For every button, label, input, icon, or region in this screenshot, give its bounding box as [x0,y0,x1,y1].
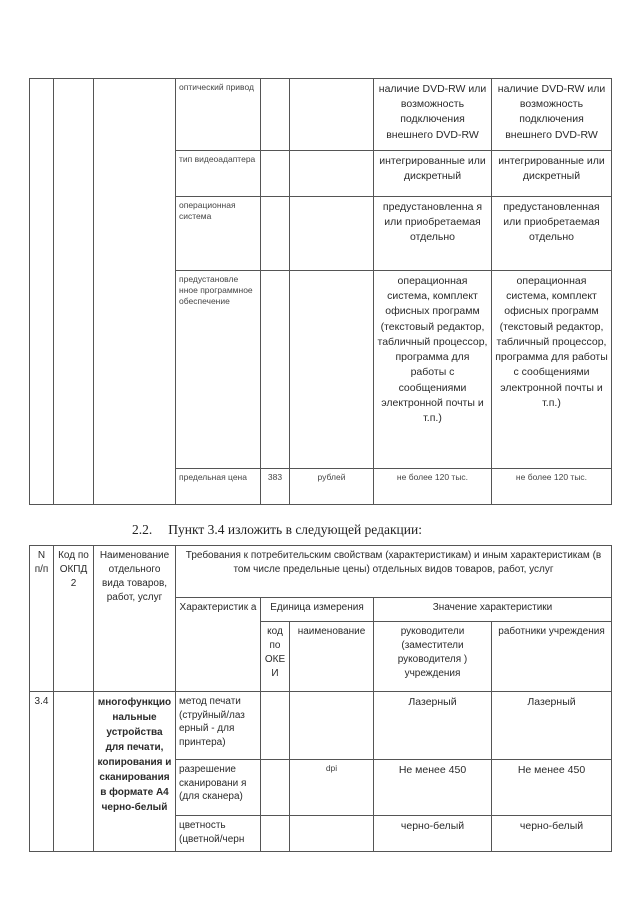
unit-group-header: Единица измерения [261,598,374,622]
okei-cell [261,760,290,816]
unit-cell [290,692,374,760]
unit-cell [290,816,374,852]
okei-cell [261,816,290,852]
managers-value: не более 120 тыс. [374,469,492,505]
unit-cell: dpi [290,760,374,816]
characteristic-cell: оптический привод [176,79,261,151]
unit-cell [290,197,374,271]
managers-value: наличие DVD-RW или возможность подключения внешнего DVD-RW [374,79,492,151]
workers-header: работники учреждения [492,622,612,692]
characteristic-cell: метод печати (струйный/лаз ерный - для принтера) [176,692,261,760]
okei-cell [261,271,290,469]
num-header: N п/п [30,546,54,692]
specs-table [29,545,612,852]
managers-value: Лазерный [374,692,492,760]
section-heading [132,522,422,538]
section-number: 2.2. [132,522,153,537]
okei-cell [261,692,290,760]
workers-value: не более 120 тыс. [492,469,612,505]
okei-cell: 383 [261,469,290,505]
table-row [30,79,612,151]
characteristic-cell: предустановле нное программное обеспечение [176,271,261,469]
item-okpd [54,692,94,852]
okei-cell [261,79,290,151]
section-text: Пункт 3.4 изложить в следующей редакции: [168,522,422,537]
characteristic-header: Характеристик а [176,598,261,692]
workers-value: наличие DVD-RW или возможность подключения внешнего DVD-RW [492,79,612,151]
managers-header: руководители (заместители руководителя ) учреждения [374,622,492,692]
okpd-cell [54,79,94,505]
workers-value: предустановленная или приобретаемая отдельно [492,197,612,271]
name-header: Наименование отдельного вида товаров, работ, услуг [94,546,176,692]
specs-table-continued [29,78,612,505]
characteristic-cell: цветность (цветной/черн [176,816,261,852]
managers-value: черно-белый [374,816,492,852]
item-name: многофункцио нальные устройства для печати, копирования и сканирования в формате А4 черно-белый [94,692,176,852]
managers-value: предустановленна я или приобретаемая отдельно [374,197,492,271]
characteristic-cell: тип видеоадаптера [176,151,261,197]
unit-cell [290,79,374,151]
name-cell [94,79,176,505]
okei-header: код по ОКЕ И [261,622,290,692]
unit-cell [290,151,374,197]
num-cell [30,79,54,505]
unit-cell [290,271,374,469]
managers-value: Не менее 450 [374,760,492,816]
item-number: 3.4 [30,692,54,852]
requirements-header: Требования к потребительским свойствам (характеристикам) и иным характеристикам (в том числе предельные цены) отдельных видов товаров, работ, услуг [176,546,612,598]
managers-value: операционная система, комплект офисных программ (текстовый редактор, табличный процессор, программа для работы с сообщениями электронной почты и т.п.) [374,271,492,469]
workers-value: операционная система, комплект офисных программ (текстовый редактор, табличный процессор, программа для работы с сообщениями электронной почты и т.п.) [492,271,612,469]
okei-cell [261,151,290,197]
header-row [30,546,612,598]
unit-name-header: наименование [290,622,374,692]
workers-value: интегрированные или дискретный [492,151,612,197]
workers-value: Лазерный [492,692,612,760]
workers-value: черно-белый [492,816,612,852]
okei-cell [261,197,290,271]
characteristic-cell: операционная система [176,197,261,271]
okpd-header: Код по ОКПД 2 [54,546,94,692]
characteristic-cell: предельная цена [176,469,261,505]
table-row [30,692,612,760]
value-group-header: Значение характеристики [374,598,612,622]
unit-cell: рублей [290,469,374,505]
managers-value: интегрированные или дискретный [374,151,492,197]
workers-value: Не менее 450 [492,760,612,816]
characteristic-cell: разрешение сканировани я (для сканера) [176,760,261,816]
